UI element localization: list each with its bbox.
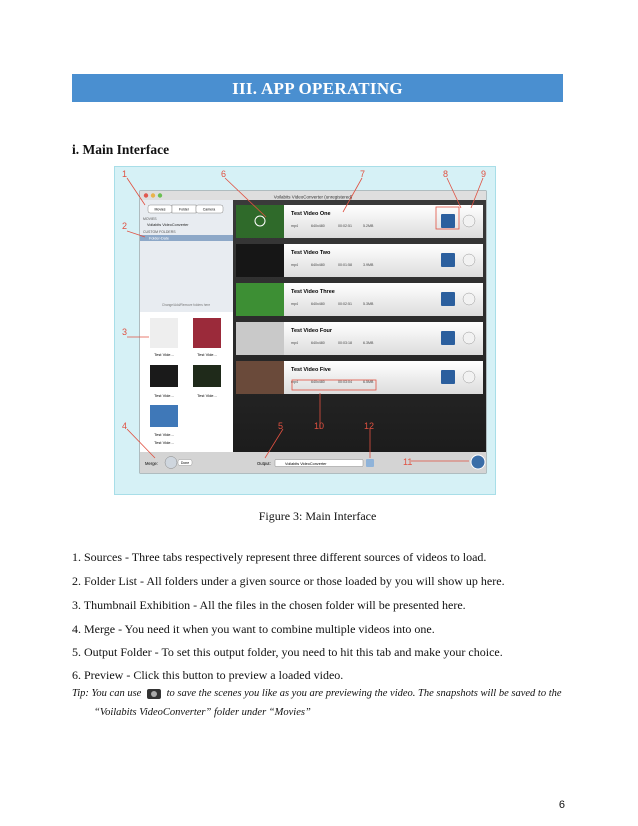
convert-button bbox=[471, 455, 485, 469]
video-resolution: 640x480 bbox=[311, 302, 325, 306]
section-banner: III. APP OPERATING bbox=[72, 74, 563, 102]
video-thumb bbox=[236, 205, 284, 238]
video-format: mp4 bbox=[291, 341, 298, 345]
thumb-4 bbox=[193, 365, 221, 387]
callout-3: 3 bbox=[122, 327, 128, 337]
custom-folders-header: CUSTOM FOLDERS bbox=[143, 230, 176, 234]
thumb-label-6: Test Vide... bbox=[154, 440, 174, 445]
video-title: Test Video Four bbox=[291, 328, 333, 334]
callout-11: 11 bbox=[403, 457, 413, 467]
output-folder-button bbox=[366, 459, 374, 467]
video-size: 3.9MB bbox=[363, 263, 374, 267]
list-item-output-folder: 5. Output Folder - To set this output folder, you need to hit this tab and make your choice. bbox=[72, 645, 503, 659]
list-item-merge: 4. Merge - You need it when you want to combine multiple videos into one. bbox=[72, 622, 435, 636]
thumb-5 bbox=[150, 405, 178, 427]
page-number: 6 bbox=[558, 799, 565, 811]
callout-2: 2 bbox=[122, 221, 128, 231]
tip-text-before: Tip: You can use bbox=[72, 688, 142, 699]
video-title: Test Video One bbox=[291, 211, 331, 217]
video-format: mp4 bbox=[291, 224, 298, 228]
format-icon bbox=[441, 331, 455, 345]
video-thumb bbox=[236, 283, 284, 316]
section-heading: i. Main Interface bbox=[72, 142, 170, 157]
callout-6: 6 bbox=[221, 169, 227, 179]
window-title: Voilabits VideoConverter (unregistered) bbox=[273, 194, 353, 200]
thumb-label-5: Test Vide... bbox=[154, 432, 174, 437]
video-title: Test Video Three bbox=[291, 289, 335, 295]
folder-header: MOVIES bbox=[143, 217, 157, 221]
edit-icon bbox=[463, 254, 475, 266]
video-size: 6.5MB bbox=[363, 380, 374, 384]
list-item-preview: 6. Preview - Click this button to preview a loaded video. bbox=[72, 668, 344, 682]
figure-caption: Figure 3: Main Interface bbox=[258, 509, 377, 523]
figure-main-interface bbox=[114, 166, 496, 495]
callout-7: 7 bbox=[360, 169, 366, 179]
change-folder-hint: Change/Add/Remove folders here bbox=[161, 303, 211, 307]
callout-4: 4 bbox=[122, 421, 128, 431]
callout-10: 10 bbox=[314, 421, 325, 431]
edit-icon bbox=[463, 293, 475, 305]
list-item-thumbnail: 3. Thumbnail Exhibition - All the files in the chosen folder will be presented here. bbox=[72, 598, 466, 612]
folder-item: Voilabits VideoConverter bbox=[147, 223, 189, 227]
merge-button bbox=[165, 457, 177, 469]
video-duration: 00:02:51 bbox=[338, 224, 352, 228]
thumb-3 bbox=[150, 365, 178, 387]
screenshot-illustration bbox=[115, 167, 495, 494]
edit-icon bbox=[463, 371, 475, 383]
video-duration: 00:01:58 bbox=[338, 263, 352, 267]
thumb-label-4: Test Vide... bbox=[197, 393, 217, 398]
video-title: Test Video Five bbox=[291, 367, 331, 373]
tip-text-after: to save the scenes you like as you are previewing the video. The snapshots will be saved to the bbox=[166, 688, 562, 699]
thumb-label-3: Test Vide... bbox=[154, 393, 174, 398]
callout-12: 12 bbox=[364, 421, 375, 431]
tab-movies-label: Movies bbox=[154, 207, 166, 212]
video-title: Test Video Two bbox=[291, 250, 331, 256]
video-format: mp4 bbox=[291, 263, 298, 267]
tab-folder-label: Folder bbox=[179, 207, 189, 212]
callout-1: 1 bbox=[122, 169, 128, 179]
camera-icon bbox=[147, 689, 161, 699]
thumb-label-1: Test Vide... bbox=[154, 352, 174, 357]
video-resolution: 640x480 bbox=[311, 341, 325, 345]
list-item-sources: 1. Sources - Three tabs respectively represent three different sources of videos to load. bbox=[72, 550, 487, 564]
video-resolution: 640x480 bbox=[311, 263, 325, 267]
tip-line-1 bbox=[72, 688, 562, 699]
merge-label: Merge: bbox=[145, 461, 159, 466]
callout-8: 8 bbox=[443, 169, 449, 179]
video-resolution: 640x480 bbox=[311, 380, 325, 384]
output-value: Voilabits VideoConverter bbox=[285, 461, 327, 466]
thumb-1 bbox=[150, 318, 178, 348]
format-icon bbox=[441, 292, 455, 306]
format-icon bbox=[441, 370, 455, 384]
video-duration: 00:03:04 bbox=[338, 380, 352, 384]
merge-value: Done bbox=[180, 461, 190, 465]
video-size: 5.2MB bbox=[363, 224, 374, 228]
custom-folder-item: Folder-Date bbox=[149, 236, 170, 241]
video-size: 5.3MB bbox=[363, 302, 374, 306]
minimize-dot bbox=[151, 193, 155, 197]
thumb-label-2: Test Vide... bbox=[197, 352, 217, 357]
video-duration: 00:03:18 bbox=[338, 341, 352, 345]
video-format: mp4 bbox=[291, 302, 298, 306]
output-label: Output: bbox=[257, 461, 271, 466]
edit-icon bbox=[463, 332, 475, 344]
tip-line-2: “Voilabits VideoConverter” folder under “Movies” bbox=[94, 707, 311, 718]
thumb-2 bbox=[193, 318, 221, 348]
close-dot bbox=[144, 193, 148, 197]
callout-5: 5 bbox=[278, 421, 284, 431]
video-thumb bbox=[236, 361, 284, 394]
callout-9: 9 bbox=[481, 169, 487, 179]
video-size: 6.3MB bbox=[363, 341, 374, 345]
video-format: mp4 bbox=[291, 380, 298, 384]
format-icon bbox=[441, 214, 455, 228]
video-duration: 00:02:51 bbox=[338, 302, 352, 306]
list-item-folder-list: 2. Folder List - All folders under a given source or those loaded by you will show up here. bbox=[72, 574, 505, 588]
video-thumb bbox=[236, 322, 284, 355]
edit-icon bbox=[463, 215, 475, 227]
format-icon bbox=[441, 253, 455, 267]
video-resolution: 640x480 bbox=[311, 224, 325, 228]
zoom-dot bbox=[158, 193, 162, 197]
video-thumb bbox=[236, 244, 284, 277]
tab-camera-label: Camera bbox=[202, 207, 216, 212]
